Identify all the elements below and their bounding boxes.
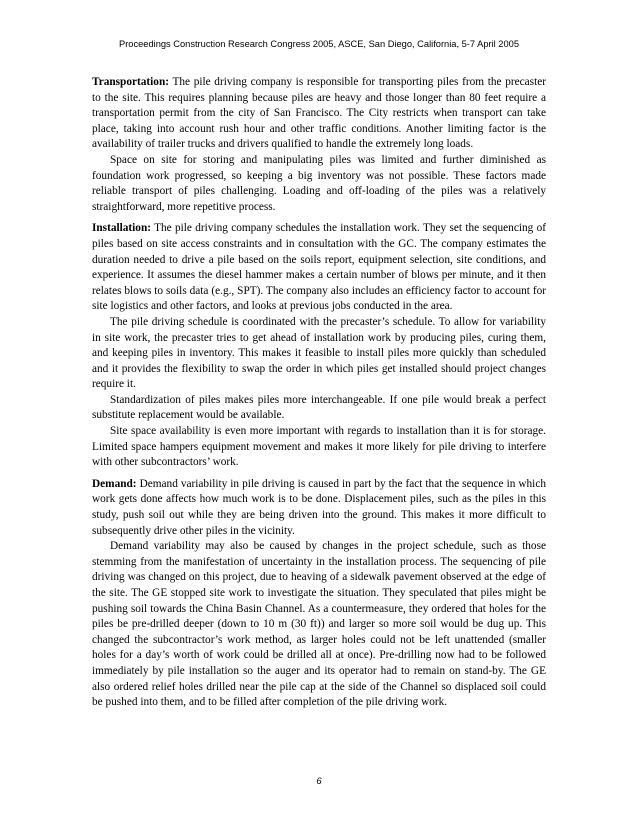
lead-text: Demand variability in pile driving is caused in part by the fact that the sequence in which work gets done affects how much work is to be done. Displacement piles, such as the piles in this study, push soil out while they are being driven into the ground. This makes it more difficult to subsequently drive other piles in the vicinity. [92, 477, 546, 537]
lead-text: The pile driving company schedules the installation work. They set the sequencing of piles based on site access constraints and in consultation with the GC. The company estimates the duration needed to drive a pile based on the soils report, equipment selection, site conditions, and experience. It assumes the diesel hammer makes a certain number of blows per minute, and it then relates blows to soils data (e.g., SPT). The company also includes an efficiency factor to account for site logistics and other factors, and looks at previous jobs conducted in the area. [92, 222, 546, 313]
lead-text: The pile driving company is responsible for transporting piles from the precaster to the site. This requires planning because piles are heavy and those longer than 80 feet require a transportation permit from the city of San Francisco. The City restricts when transport can take place, taking into account rush hour and other traffic conditions. Another limiting factor is the availability of trailer trucks and drivers qualified to handle the extremely long loads. [92, 76, 546, 151]
body-paragraph: Site space availability is even more important with regards to installation than it is for storage. Limited space hampers equipment movement and makes it more likely for pile driving to interfere with other subcontractors’ work. [92, 425, 546, 469]
section-lead-paragraph [92, 75, 546, 153]
section-lead-paragraph [92, 477, 546, 539]
body-paragraph: Space on site for storing and manipulating piles was limited and further diminished as foundation work progressed, so keeping a big inventory was not possible. These factors made reliable transport of piles challenging. Loading and off-loading of the piles was a relatively straightforward, more repetitive process. [92, 153, 546, 213]
section-demand [92, 477, 546, 711]
body-paragraph: Demand variability may also be caused by changes in the project schedule, such as those stemming from the manifestation of uncertainty in the installation process. The sequencing of pile driving was changed on this project, due to heaving of a sidewalk pavement observed at the edge of the site. The GE stopped site work to investigate the situation. They speculated that piles might be pushing soil towards the China Basin Channel. As a countermeasure, they ordered that holes for the piles be pre-drilled deeper (down to 10 m (30 ft)) and larger so more soil would be dug up. This changed the subcontractor’s work method, as larger holes could not be left unattended (smaller holes for a day’s worth of work could be drilled all at once). Pre-drilling now had to be followed immediately by pile installation so the auger and its operator had to remain on stand-by. The GE also ordered relief holes drilled near the pile cap at the side of the Channel so displaced soil could be pushed into them, and to be filled after completion of the pile driving work. [92, 540, 546, 709]
section-heading: Demand: [92, 477, 137, 490]
section-transportation [92, 75, 546, 215]
section-heading: Installation: [92, 222, 152, 235]
body-paragraph: The pile driving schedule is coordinated with the precaster’s schedule. To allow for variability in site work, the precaster tries to get ahead of installation work by producing piles, curing them, and keeping piles in inventory. This makes it feasible to install piles more quickly than scheduled and it provides the flexibility to swap the order in which piles get installed should project changes require it. [92, 315, 546, 391]
section-installation [92, 221, 546, 471]
section-heading: Transportation: [92, 76, 169, 88]
running-header: Proceedings Construction Research Congress 2005, ASCE, San Diego, California, 5-7 April 2005 [119, 39, 519, 49]
section-lead-paragraph [92, 221, 546, 315]
body-paragraph: Standardization of piles makes piles more interchangeable. If one pile would break a perfect substitute replacement would be available. [92, 393, 546, 422]
page-number: 6 [316, 776, 322, 787]
page-body [92, 75, 546, 717]
